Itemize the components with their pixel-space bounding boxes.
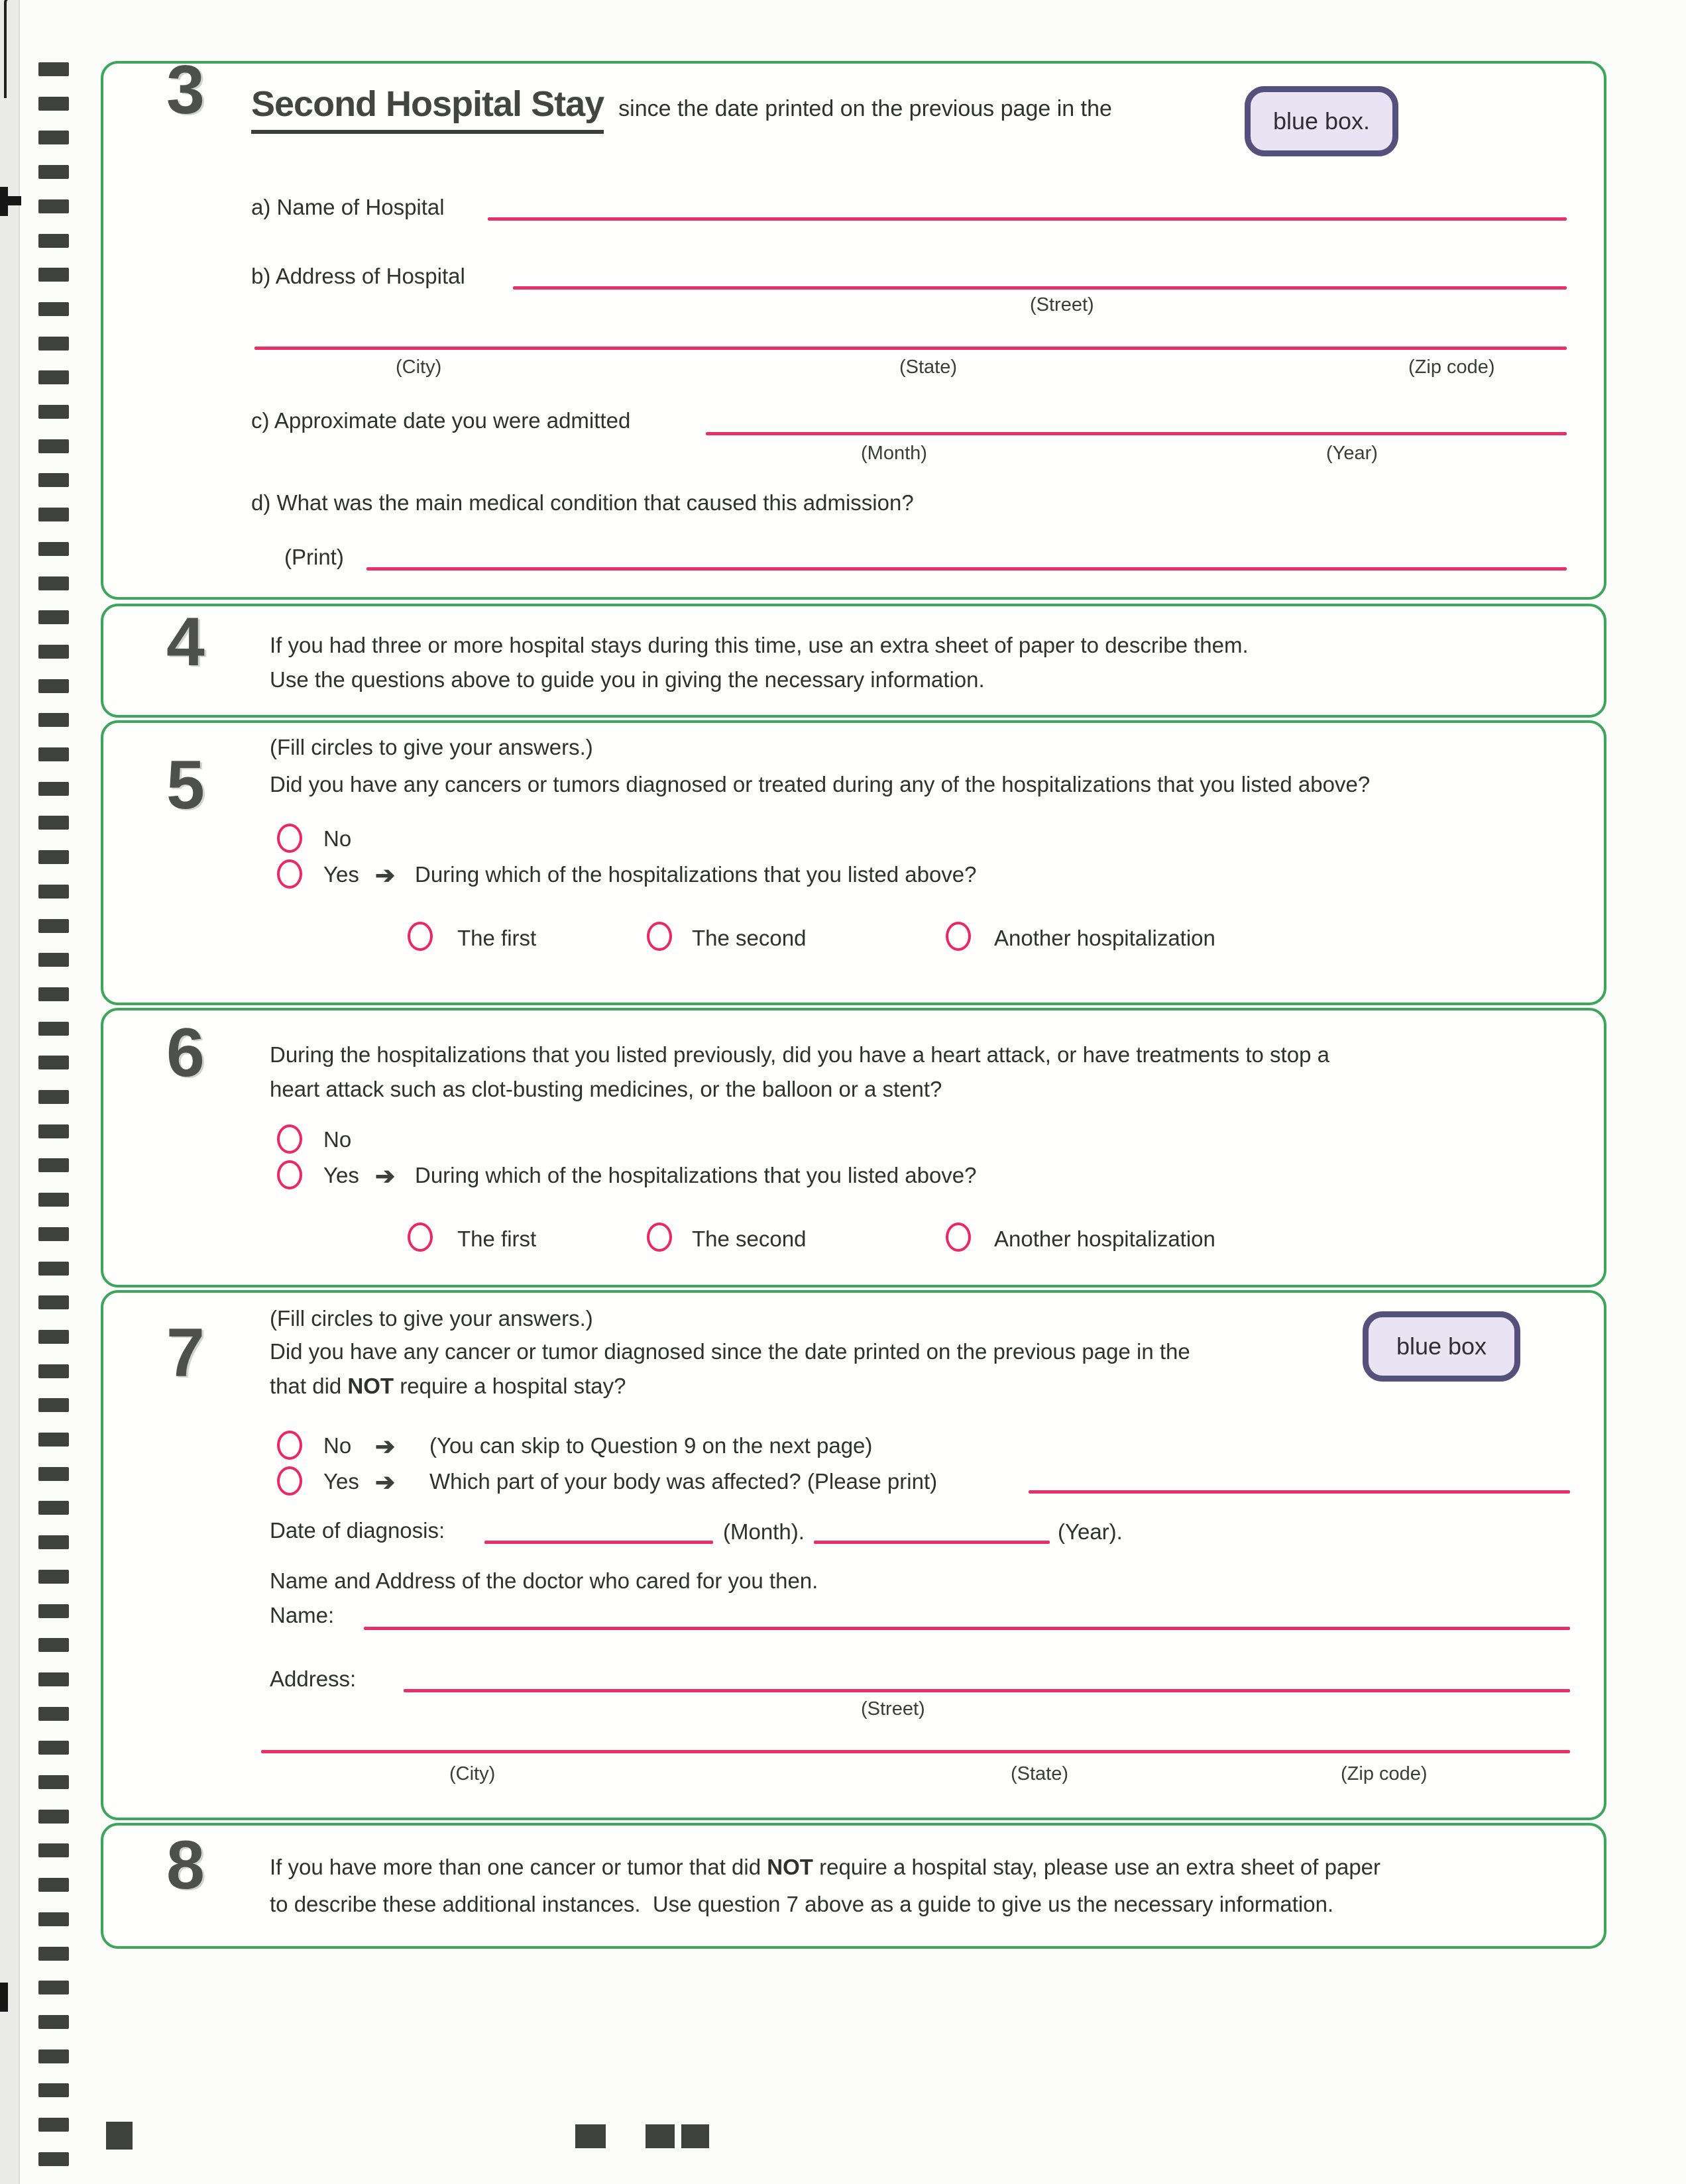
field-label-doctor-address: Address: xyxy=(270,1666,357,1691)
binding-hole xyxy=(38,2015,69,2029)
q5-yes-followup: During which of the hospitalizations that you listed above? xyxy=(415,862,977,887)
print-caption: (Print) xyxy=(284,545,344,569)
question-5-number: 5 xyxy=(166,747,203,824)
radio-q5-no[interactable] xyxy=(277,824,302,853)
binding-hole xyxy=(38,713,69,727)
arrow-right-icon: ➔ xyxy=(375,861,396,889)
binding-hole xyxy=(38,610,69,624)
radio-q6-yes-label: Yes xyxy=(323,1163,359,1187)
input-line-doctor-street[interactable] xyxy=(404,1689,1570,1692)
q8-line1-bold: NOT xyxy=(767,1855,813,1879)
question-4-box xyxy=(101,604,1606,718)
binding-hole xyxy=(38,1843,69,1857)
binding-hole xyxy=(38,885,69,899)
binding-hole xyxy=(38,1981,69,1994)
year-caption: (Year). xyxy=(1058,1519,1123,1544)
question-7-number: 7 xyxy=(166,1315,203,1392)
input-line-hospital-street[interactable] xyxy=(513,286,1567,290)
input-line-hospital-city-state-zip[interactable] xyxy=(254,347,1567,350)
field-label-doctor-name: Name: xyxy=(270,1603,335,1627)
registration-mark xyxy=(681,2124,709,2148)
question-6-text-line1: During the hospitalizations that you listed previously, did you have a heart attack, or have treatments to stop a xyxy=(270,1042,1329,1067)
binding-hole xyxy=(38,1741,69,1755)
question-3-number: 3 xyxy=(166,52,203,129)
binding-hole xyxy=(38,1364,69,1378)
radio-q6-first[interactable] xyxy=(408,1223,433,1252)
binding-hole xyxy=(38,1707,69,1721)
binding-hole xyxy=(38,1433,69,1447)
street-caption: (Street) xyxy=(861,1698,925,1720)
registration-mark xyxy=(575,2124,606,2148)
fill-circles-note: (Fill circles to give your answers.) xyxy=(270,735,593,759)
binding-hole xyxy=(38,2049,69,2063)
binding-hole xyxy=(38,2118,69,2132)
binding-hole xyxy=(38,405,69,419)
input-line-doctor-city-state-zip[interactable] xyxy=(261,1750,1570,1753)
arrow-right-icon: ➔ xyxy=(375,1162,396,1189)
page-edge-line xyxy=(19,0,20,2184)
registration-tick xyxy=(0,1983,8,2012)
question-6-text-line2: heart attack such as clot-busting medicines, or the balloon or a stent? xyxy=(270,1077,942,1101)
radio-q5-another[interactable] xyxy=(946,922,971,951)
fill-circles-note: (Fill circles to give your answers.) xyxy=(270,1306,593,1331)
question-6-number: 6 xyxy=(166,1014,203,1091)
binding-hole xyxy=(38,473,69,487)
doctor-intro-text: Name and Address of the doctor who cared for you then. xyxy=(270,1568,818,1593)
city-caption: (City) xyxy=(396,356,442,378)
binding-hole xyxy=(38,1227,69,1241)
radio-q6-first-label: The first xyxy=(457,1227,537,1251)
radio-q5-yes[interactable] xyxy=(277,859,302,889)
page-edge-strip xyxy=(0,0,19,2184)
question-6-box xyxy=(101,1008,1606,1287)
state-caption: (State) xyxy=(899,356,958,378)
q8-line1-post: require a hospital stay, please use an extra sheet of paper xyxy=(813,1855,1381,1879)
question-3-title: Second Hospital Stay xyxy=(251,83,604,134)
question-4-text-line1: If you had three or more hospital stays during this time, use an extra sheet of paper to describe them. xyxy=(270,633,1249,657)
radio-q6-another[interactable] xyxy=(946,1223,971,1252)
binding-hole xyxy=(38,1570,69,1584)
month-caption: (Month) xyxy=(861,443,927,464)
arrow-right-icon: ➔ xyxy=(375,1468,396,1496)
binding-hole xyxy=(38,953,69,967)
input-line-condition[interactable] xyxy=(366,567,1567,571)
input-line-hospital-name[interactable] xyxy=(488,217,1567,221)
binding-hole xyxy=(38,1912,69,1926)
binding-hole xyxy=(38,645,69,659)
binding-hole xyxy=(38,1638,69,1652)
binding-hole xyxy=(38,1604,69,1618)
binding-hole xyxy=(38,1056,69,1069)
binding-hole xyxy=(38,62,69,76)
question-8-box xyxy=(101,1823,1606,1949)
binding-hole xyxy=(38,2083,69,2097)
page-corner-curl xyxy=(4,0,27,98)
binding-hole xyxy=(38,1158,69,1172)
input-line-diagnosis-year[interactable] xyxy=(814,1541,1050,1544)
question-3-title-row xyxy=(251,83,1112,134)
binding-hole xyxy=(38,1810,69,1824)
input-line-body-part[interactable] xyxy=(1029,1490,1570,1494)
binding-hole xyxy=(38,508,69,521)
field-label-hospital-address: b) Address of Hospital xyxy=(251,264,465,288)
binding-hole xyxy=(38,782,69,796)
field-label-hospital-name: a) Name of Hospital xyxy=(251,195,445,219)
zip-caption: (Zip code) xyxy=(1341,1763,1428,1784)
radio-q6-yes[interactable] xyxy=(277,1160,302,1189)
binding-hole xyxy=(38,1878,69,1892)
radio-q5-yes-label: Yes xyxy=(323,862,359,887)
binding-hole xyxy=(38,542,69,556)
registration-mark xyxy=(646,2124,675,2148)
radio-q5-second-label: The second xyxy=(692,926,807,950)
question-5-box xyxy=(101,720,1606,1005)
input-line-diagnosis-month[interactable] xyxy=(484,1541,713,1544)
binding-hole xyxy=(38,439,69,453)
binding-hole xyxy=(38,1022,69,1036)
binding-hole xyxy=(38,576,69,590)
binding-hole xyxy=(38,816,69,830)
month-caption: (Month). xyxy=(723,1519,805,1544)
radio-q7-yes[interactable] xyxy=(277,1466,302,1496)
binding-hole xyxy=(38,1193,69,1207)
radio-q6-no[interactable] xyxy=(277,1124,302,1154)
q6-yes-followup: During which of the hospitalizations that you listed above? xyxy=(415,1163,977,1187)
radio-q6-second[interactable] xyxy=(647,1223,672,1252)
binding-hole xyxy=(38,131,69,144)
street-caption: (Street) xyxy=(1030,294,1094,315)
binding-hole xyxy=(38,337,69,351)
field-label-diagnosis-date: Date of diagnosis: xyxy=(270,1518,445,1543)
field-label-admit-date: c) Approximate date you were admitted xyxy=(251,408,631,433)
question-3-title-suffix: since the date printed on the previous page in the xyxy=(618,96,1112,121)
binding-hole xyxy=(38,1535,69,1549)
year-caption: (Year) xyxy=(1326,443,1378,464)
binding-hole xyxy=(38,1124,69,1138)
binding-hole xyxy=(38,1090,69,1104)
state-caption: (State) xyxy=(1011,1763,1069,1784)
binding-hole xyxy=(38,165,69,179)
question-7-box xyxy=(101,1290,1606,1820)
question-4-text-line2: Use the questions above to guide you in giving the necessary information. xyxy=(270,667,985,692)
radio-q6-second-label: The second xyxy=(692,1227,807,1251)
input-line-admit-date[interactable] xyxy=(706,432,1567,435)
binding-hole xyxy=(38,1398,69,1412)
question-3-box xyxy=(101,52,1606,600)
radio-q7-yes-label: Yes xyxy=(323,1469,359,1494)
binding-hole xyxy=(38,1775,69,1789)
binding-hole xyxy=(38,919,69,933)
binding-hole xyxy=(38,302,69,316)
q7-line2-bold: NOT xyxy=(347,1374,394,1398)
registration-tick xyxy=(0,187,8,216)
registration-mark xyxy=(106,2122,133,2150)
binding-hole xyxy=(38,679,69,693)
question-5-text: Did you have any cancers or tumors diagnosed or treated during any of the hospitalizations that you listed above? xyxy=(270,772,1371,796)
radio-q7-no-label: No xyxy=(323,1433,352,1458)
radio-q5-first[interactable] xyxy=(408,922,433,951)
q8-line1-pre: If you have more than one cancer or tumor that did xyxy=(270,1855,767,1879)
city-caption: (City) xyxy=(449,1763,496,1784)
blue-box-callout: blue box xyxy=(1363,1311,1520,1382)
q7-no-note: (You can skip to Question 9 on the next page) xyxy=(429,1433,873,1458)
radio-q6-no-label: No xyxy=(323,1127,352,1152)
binding-hole xyxy=(38,2152,69,2166)
radio-q5-no-label: No xyxy=(323,826,352,851)
binding-hole xyxy=(38,97,69,111)
question-8-text-line1 xyxy=(270,1855,1380,1880)
zip-caption: (Zip code) xyxy=(1408,356,1495,378)
radio-q6-another-label: Another hospitalization xyxy=(994,1227,1215,1251)
binding-hole xyxy=(38,747,69,761)
binding-hole xyxy=(38,1295,69,1309)
question-8-text-line2: to describe these additional instances. Use question 7 above as a guide to give us the necessary information. xyxy=(270,1892,1334,1916)
binding-hole xyxy=(38,1330,69,1344)
question-7-text-line2 xyxy=(270,1374,626,1399)
binding-hole xyxy=(38,268,69,282)
q7-line2-post: require a hospital stay? xyxy=(394,1374,626,1398)
radio-q5-first-label: The first xyxy=(457,926,537,950)
radio-q5-second[interactable] xyxy=(647,922,672,951)
question-4-number: 4 xyxy=(166,604,203,681)
field-label-condition: d) What was the main medical condition that caused this admission? xyxy=(251,490,914,515)
binding-hole xyxy=(38,850,69,864)
binding-hole xyxy=(38,1467,69,1481)
binding-hole xyxy=(38,370,69,384)
q7-line2-pre: that did xyxy=(270,1374,348,1398)
blue-box-callout: blue box. xyxy=(1245,86,1398,156)
radio-q5-another-label: Another hospitalization xyxy=(994,926,1215,950)
binding-hole xyxy=(38,1501,69,1515)
input-line-doctor-name[interactable] xyxy=(364,1627,1570,1630)
binding-hole xyxy=(38,1262,69,1276)
question-8-number: 8 xyxy=(166,1827,203,1904)
radio-q7-no[interactable] xyxy=(277,1431,302,1460)
binding-hole xyxy=(38,1947,69,1961)
binding-hole xyxy=(38,987,69,1001)
q7-yes-question: Which part of your body was affected? (Please print) xyxy=(429,1469,938,1494)
arrow-right-icon: ➔ xyxy=(375,1433,396,1460)
question-7-text-line1: Did you have any cancer or tumor diagnosed since the date printed on the previous page in the xyxy=(270,1339,1190,1364)
binding-hole xyxy=(38,199,69,213)
binding-hole xyxy=(38,234,69,248)
binding-hole xyxy=(38,1672,69,1686)
